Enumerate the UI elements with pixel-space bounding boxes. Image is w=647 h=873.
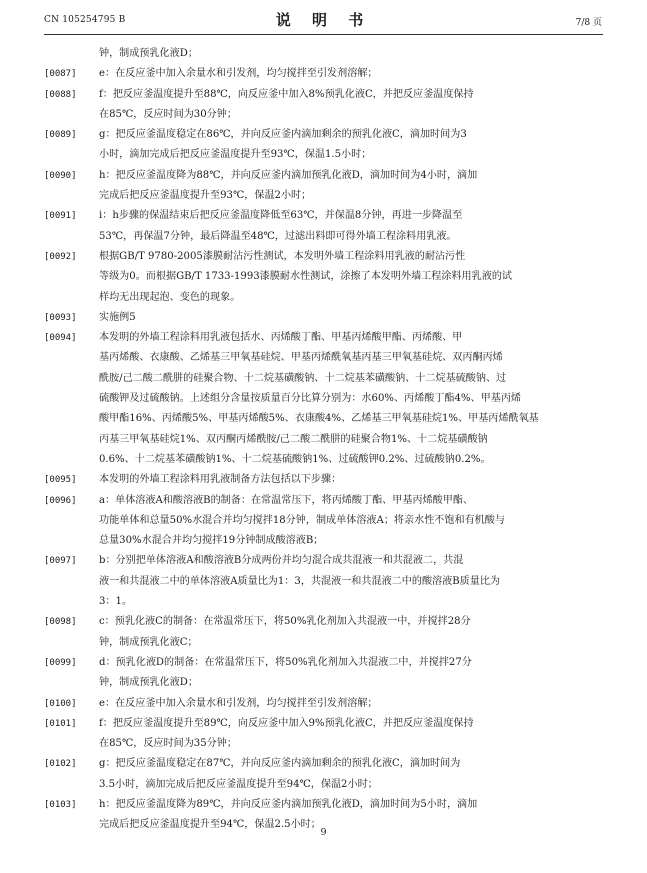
- line-text: 等级为0。而根据GB/T 1733-1993漆膜耐水性测试，涂擦了本发明外墙工程涂料用乳液的试: [99, 271, 513, 283]
- text-line: [44, 105, 606, 125]
- line-text: 0.6%、十二烷基苯磺酸钠1%、十二烷基硫酸钠1%、过硫酸钾0.2%、过硫酸钠0.2%。: [99, 453, 491, 465]
- text-line: [44, 125, 606, 145]
- line-text: 功能单体和总量50%水混合并均匀搅拌18分钟，制成单体溶液A；将亲水性不饱和有机酸与: [99, 514, 505, 526]
- paragraph-number: [0100]: [44, 698, 77, 709]
- page-number: 9: [320, 827, 327, 838]
- line-text: 3：1。: [99, 596, 133, 608]
- text-line: [44, 653, 606, 673]
- line-text: 根据GB/T 9780-2005漆膜耐沾污性测试，本发明外墙工程涂料用乳液的耐沾污性: [99, 250, 466, 262]
- line-text: 液一和共混液二中的单体溶液A质量比为1：3，共混液一和共混液二中的酸溶液B质量比为: [99, 575, 501, 587]
- paragraph-number: [0097]: [44, 556, 77, 567]
- text-line: [44, 348, 606, 368]
- text-line: [44, 247, 606, 267]
- line-text: 钟，制成预乳化液C；: [99, 636, 198, 648]
- text-line: [44, 775, 606, 795]
- line-text: 酸甲酯16%、丙烯酸5%、甲基丙烯酸5%、衣康酸4%、乙烯基三甲氧基硅烷1%、甲基丙烯酰氧基: [99, 413, 539, 425]
- paragraph-number: [0089]: [44, 130, 77, 141]
- text-line: [44, 714, 606, 734]
- line-text: 在85℃，反应时间为30分钟；: [99, 108, 237, 120]
- line-text: i：h步骤的保温结束后把反应釜温度降低至63℃，并保温8分钟，再进一步降温至: [99, 210, 463, 222]
- paragraph-number: [0098]: [44, 617, 77, 628]
- paragraph-number: [0095]: [44, 475, 77, 486]
- line-text: 本发明的外墙工程涂料用乳液包括水、丙烯酸丁酯、甲基丙烯酸甲酯、丙烯酸、甲: [99, 332, 463, 344]
- paragraph-number: [0096]: [44, 495, 77, 506]
- paragraph-number: [0094]: [44, 333, 77, 344]
- line-text: 钟，制成预乳化液D；: [99, 48, 198, 59]
- text-line: [44, 430, 606, 450]
- document-body: [44, 44, 606, 836]
- paragraph-number: [0088]: [44, 89, 77, 100]
- line-text: g：把反应釜温度稳定在87℃，并向反应釜内滴加剩余的预乳化液C，滴加时间为: [99, 758, 461, 770]
- line-text: 基丙烯酸、衣康酸、乙烯基三甲氧基硅烷、甲基丙烯酰氧基丙基三甲氧基硅烷、双丙酮丙烯: [99, 352, 503, 364]
- line-text: g：把反应釜温度稳定在86℃，并向反应釜内滴加剩余的预乳化液C，滴加时间为3: [99, 129, 467, 141]
- line-text: a：单体溶液A和酸溶液B的制备：在常温常压下，将丙烯酸丁酯、甲基丙烯酸甲酯、: [99, 494, 474, 506]
- line-text: 实施例5: [99, 311, 136, 323]
- line-text: h：把反应釜温度降为88℃，并向反应釜内滴加预乳化液D，滴加时间为4小时，滴加: [99, 169, 478, 181]
- line-text: e：在反应釜中加入余量水和引发剂，均匀搅拌至引发剂溶解；: [99, 68, 378, 80]
- line-text: f：把反应釜温度提升至88℃，向反应釜中加入8%预乳化液C，并把反应釜温度保持: [99, 88, 474, 100]
- text-line: [44, 633, 606, 653]
- text-line: [44, 64, 606, 84]
- paragraph-number: [0101]: [44, 718, 77, 729]
- paragraph-number: [0087]: [44, 69, 77, 80]
- patent-number: CN 105254795 B: [44, 15, 126, 25]
- text-line: [44, 511, 606, 531]
- line-text: 本发明的外墙工程涂料用乳液制备方法包括以下步骤：: [99, 474, 342, 486]
- line-text: b：分别把单体溶液A和酸溶液B分成两份并均匀混合成共混液一和共混液二，共混: [99, 555, 464, 567]
- paragraph-number: [0093]: [44, 312, 77, 323]
- text-line: [44, 206, 606, 226]
- text-line: [44, 491, 606, 511]
- line-text: h：把反应釜温度降为89℃，并向反应釜内滴加预乳化液D，滴加时间为5小时，滴加: [99, 798, 478, 810]
- text-line: [44, 328, 606, 348]
- line-text: 丙基三甲氧基硅烷1%、双丙酮丙烯酰胺/己二酸二酰肼的硅聚合物1%、十二烷基磺酸钠: [99, 433, 488, 445]
- text-line: [44, 288, 606, 308]
- paragraph-number: [0090]: [44, 170, 77, 181]
- line-text: c：预乳化液C的制备：在常温常压下，将50%乳化剂加入共混液一中，并搅拌28分: [99, 616, 471, 628]
- paragraph-number: [0091]: [44, 211, 77, 222]
- paragraph-number: [0103]: [44, 799, 77, 810]
- line-text: 在85℃，反应时间为35分钟；: [99, 738, 237, 750]
- text-line: [44, 531, 606, 551]
- line-text: 53℃，再保温7分钟，最后降温至48℃，过滤出料即可得外墙工程涂料用乳液。: [99, 230, 457, 242]
- text-line: [44, 795, 606, 815]
- line-text: 样均无出现起泡、变色的现象。: [99, 291, 241, 303]
- text-line: [44, 145, 606, 165]
- line-text: 完成后把反应釜温度提升至94℃，保温2.5小时；: [99, 819, 321, 831]
- text-line: [44, 44, 606, 64]
- text-line: [44, 572, 606, 592]
- paragraph-number: [0092]: [44, 251, 77, 262]
- line-text: 硫酸钾及过硫酸钠。上述组分含量按质量百分比算分别为：水60%、丙烯酸丁酯4%、甲基丙烯: [99, 393, 522, 405]
- page-header: [0, 0, 647, 34]
- document-title: 说 明 书: [275, 11, 372, 29]
- line-text: 钟，制成预乳化液D；: [99, 677, 198, 689]
- text-line: [44, 409, 606, 429]
- line-text: 完成后把反应釜温度提升至93℃，保温2小时；: [99, 190, 312, 202]
- header-rule: [44, 34, 603, 35]
- line-text: e：在反应釜中加入余量水和引发剂，均匀搅拌至引发剂溶解；: [99, 697, 378, 709]
- line-text: d：预乳化液D的制备：在常温常压下，将50%乳化剂加入共混液二中，并搅拌27分: [99, 656, 472, 668]
- text-line: [44, 551, 606, 571]
- line-text: 酰胺/己二酸二酰肼的硅聚合物、十二烷基磺酸钠、十二烷基苯磺酸钠、十二烷基硫酸钠、过: [99, 372, 507, 384]
- text-line: [44, 267, 606, 287]
- text-line: [44, 186, 606, 206]
- text-line: [44, 227, 606, 247]
- text-line: [44, 450, 606, 470]
- text-line: [44, 734, 606, 754]
- text-line: [44, 85, 606, 105]
- text-line: [44, 673, 606, 693]
- paragraph-number: [0102]: [44, 759, 77, 770]
- text-line: [44, 612, 606, 632]
- paragraph-number: [0099]: [44, 657, 77, 668]
- text-line: [44, 470, 606, 490]
- text-line: [44, 166, 606, 186]
- text-line: [44, 754, 606, 774]
- line-text: 小时，滴加完成后把反应釜温度提升至93℃，保温1.5小时；: [99, 149, 372, 161]
- text-line: [44, 369, 606, 389]
- line-text: f：把反应釜温度提升至89℃，向反应釜中加入9%预乳化液C，并把反应釜温度保持: [99, 717, 474, 729]
- line-text: 总量30%水混合并均匀搅拌19分钟制成酸溶液B；: [99, 535, 324, 547]
- text-line: [44, 592, 606, 612]
- text-line: [44, 694, 606, 714]
- line-text: 3.5小时，滴加完成后把反应釜温度提升至94℃，保温2小时；: [99, 778, 378, 790]
- page-indicator: 7/8 页: [575, 18, 602, 28]
- text-line: [44, 308, 606, 328]
- text-line: [44, 389, 606, 409]
